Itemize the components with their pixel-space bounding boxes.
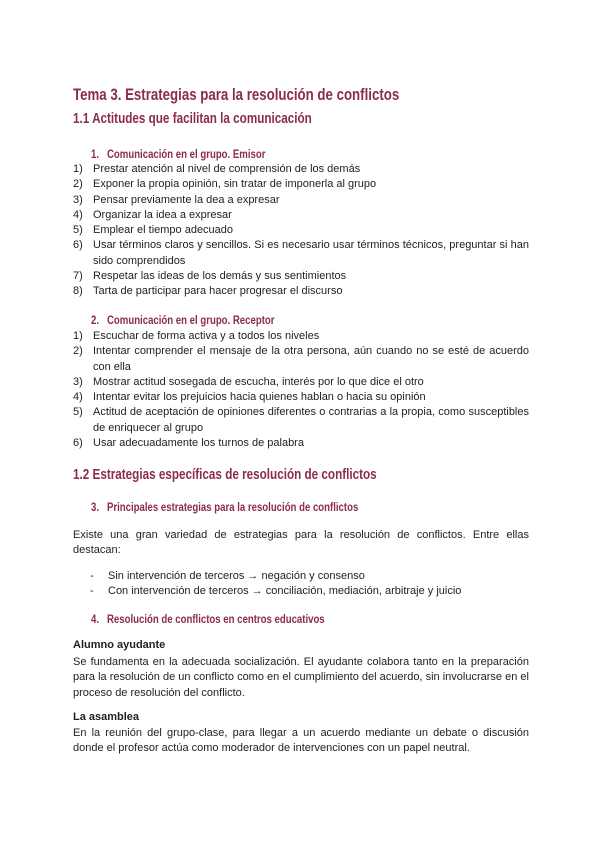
asamblea-label: La asamblea [73, 711, 140, 723]
list-item: - Sin intervención de terceros → negación y consenso [90, 570, 365, 582]
list-item: 7) Respetar las ideas de los demás y sus sentimientos [73, 270, 347, 283]
subsection-number: 3. [91, 500, 100, 514]
subsection-number: 1. [91, 147, 100, 161]
subsection-heading-receptor [91, 313, 275, 327]
list-item: 1) Prestar atención al nivel de comprensión de los demás [73, 163, 361, 175]
list-item: 3) Mostrar actitud sosegada de escucha, interés por lo que dice el otro [73, 375, 424, 388]
asamblea-paragraph: En la reunión del grupo-clase, para llegar a un acuerdo mediante un debate o discusión donde el profesor actúa como moderador de intervenciones con un papel neutral. [73, 727, 529, 755]
emisor-list [73, 162, 529, 300]
list-item: 1) Escuchar de forma activa y a todos los niveles [73, 330, 320, 342]
receptor-list [73, 329, 529, 451]
subsection-title: Resolución de conflictos en centros educativos [107, 612, 325, 626]
subsection-number: 4. [91, 612, 100, 626]
subsection-title: Comunicación en el grupo. Receptor [107, 313, 275, 327]
list-item: 3) Pensar previamente la dea a expresar [73, 193, 280, 206]
list-item: 4) Intentar evitar los prejuicios hacia quienes hablan o hacia su opinión [73, 391, 426, 404]
list-item: 4) Organizar la idea a expresar [73, 208, 232, 221]
list-item: 6) Usar términos claros y sencillos. Si es necesario usar términos técnicos, preguntar si han sido comprendidos [73, 239, 529, 267]
alumno-ayudante-label: Alumno ayudante [73, 639, 166, 651]
list-item: 8) Tarta de participar para hacer progresar el discurso [73, 285, 343, 298]
list-item: 2) Intentar comprender el mensaje de la otra persona, aún cuando no se esté de acuerdo con ella [73, 345, 529, 373]
subsection-title: Comunicación en el grupo. Emisor [107, 147, 266, 161]
subsection-number: 2. [91, 313, 100, 327]
list-item: 5) Emplear el tiempo adecuado [73, 224, 234, 237]
page-title: Tema 3. Estrategias para la resolución de conflictos [73, 85, 400, 104]
section-heading-1-1: 1.1 Actitudes que facilitan la comunicación [73, 110, 312, 127]
subsection-heading-emisor [91, 147, 265, 161]
intro-paragraph: Existe una gran variedad de estrategias para la resolución de conflictos. Entre ellas destacan: [73, 529, 529, 557]
subsection-title: Principales estrategias para la resolución de conflictos [107, 500, 359, 514]
list-item: - Con intervención de terceros → conciliación, mediación, arbitraje y juicio [90, 585, 462, 598]
alumno-ayudante-paragraph: Se fundamenta en la adecuada socialización. El ayudante colabora tanto en la preparación para la resolución de un conflicto como en el cumplimiento del acuerdo, sin involucrarse en el proceso de resolución del conflicto. [73, 656, 529, 699]
list-item: 2) Exponer la propia opinión, sin tratar de imponerla al grupo [73, 178, 377, 191]
list-item: 5) Actitud de aceptación de opiniones diferentes o contrarias a la propia, como susceptibles de enriquecer al grupo [73, 406, 529, 434]
subsection-heading-principales [91, 500, 358, 514]
section-heading-1-2: 1.2 Estrategias específicas de resolución de conflictos [73, 466, 377, 483]
list-item: 6) Usar adecuadamente los turnos de palabra [73, 437, 304, 450]
subsection-heading-centros [91, 612, 325, 626]
strategies-list [90, 569, 461, 600]
